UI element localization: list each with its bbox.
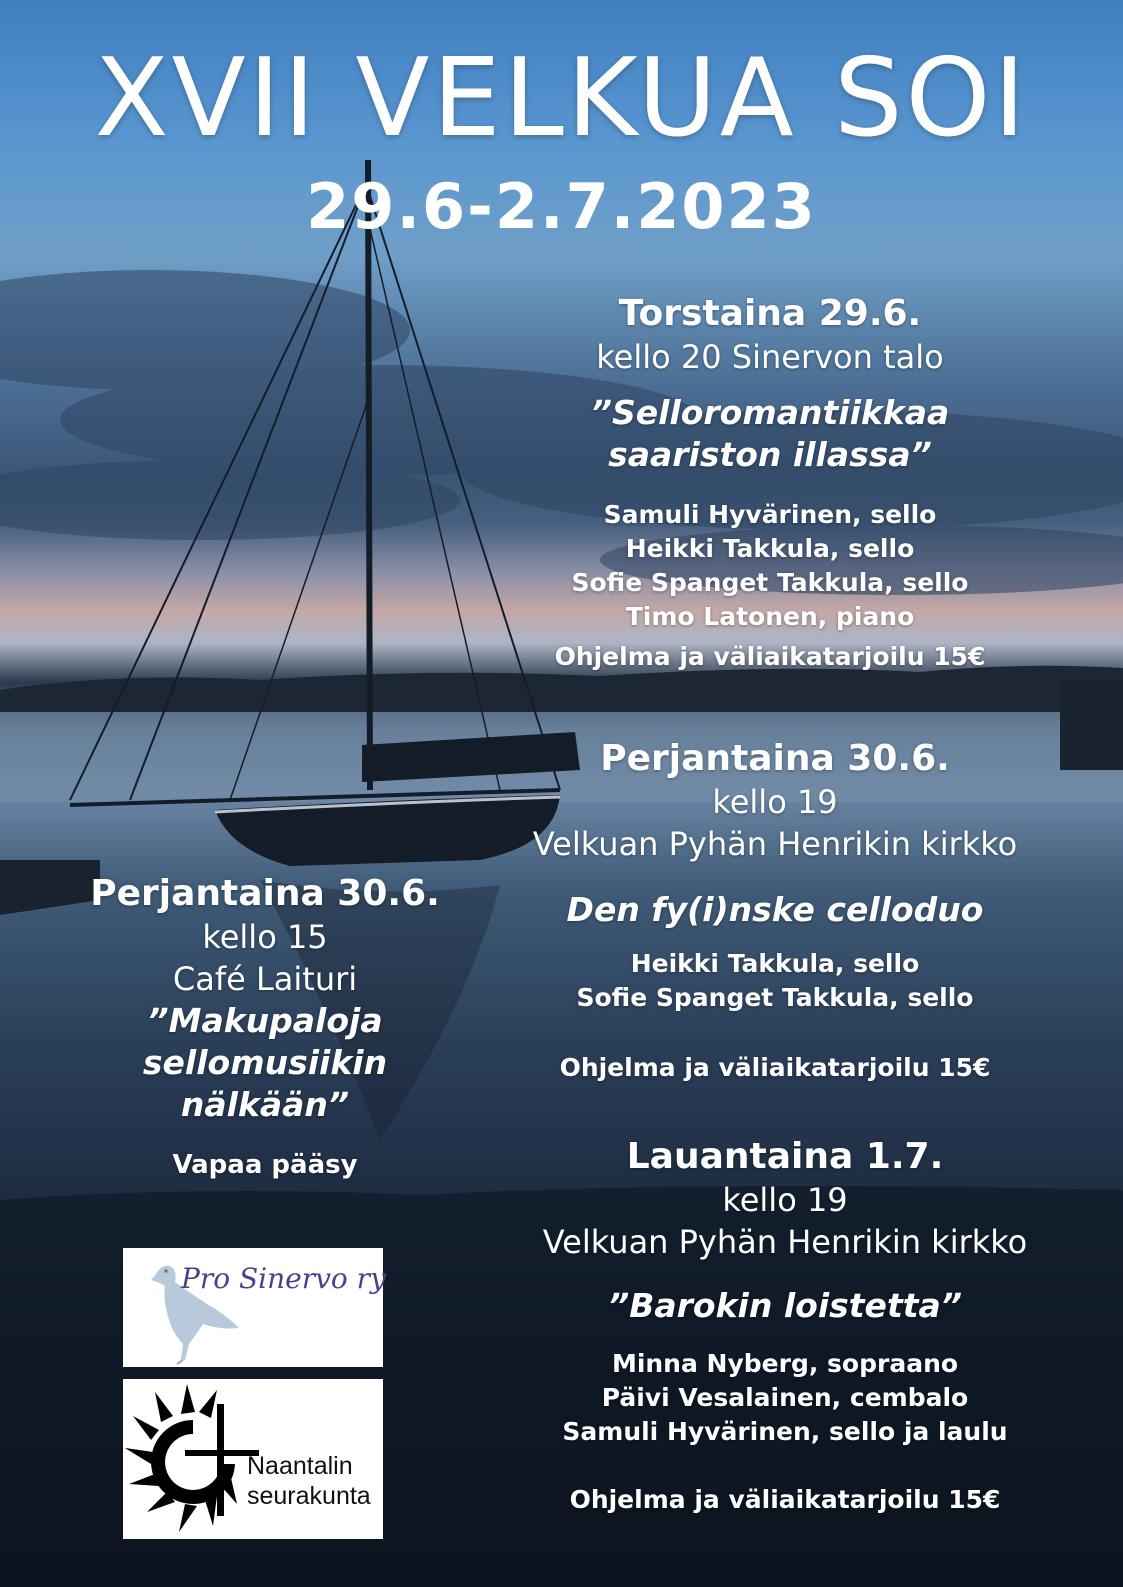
performer: Sofie Spanget Takkula, sello	[571, 568, 969, 597]
event-price: Ohjelma ja väliaikatarjoilu 15€	[559, 1053, 991, 1082]
event-day: Lauantaina 1.7.	[626, 1136, 944, 1177]
event-work-title: nälkään”	[180, 1085, 350, 1124]
performer: Samuli Hyvärinen, sello ja laulu	[562, 1417, 1008, 1446]
event-day: Perjantaina 30.6.	[90, 873, 440, 914]
performer: Heikki Takkula, sello	[630, 949, 920, 978]
parish-name-line2: seurakunta	[247, 1482, 371, 1510]
event-venue: Velkuan Pyhän Henrikin kirkko	[532, 825, 1018, 863]
event-day: Perjantaina 30.6.	[600, 738, 950, 779]
performer: Minna Nyberg, sopraano	[611, 1349, 959, 1378]
event-time-venue: kello 20 Sinervon talo	[596, 338, 944, 376]
performer: Timo Latonen, piano	[625, 602, 915, 631]
parish-name	[247, 1451, 371, 1511]
festival-dates: 29.6-2.7.2023	[306, 170, 817, 243]
event-price: Ohjelma ja väliaikatarjoilu 15€	[554, 642, 986, 671]
event-work-title: ”Barokin loistetta”	[607, 1286, 963, 1325]
naantalin-seurakunta-logo	[123, 1379, 383, 1539]
event-admission: Vapaa pääsy	[172, 1150, 358, 1180]
event-friday-cafe	[60, 872, 470, 1182]
event-time: kello 15	[202, 918, 328, 956]
pro-sinervo-logo	[123, 1248, 386, 1367]
performer: Päivi Vesalainen, cembalo	[601, 1383, 969, 1412]
event-work-title: Den fy(i)nske celloduo	[566, 890, 984, 929]
event-saturday	[500, 1135, 1070, 1517]
event-time: kello 19	[722, 1181, 848, 1219]
event-venue: Café Laituri	[172, 960, 358, 998]
performer: Samuli Hyvärinen, sello	[603, 500, 937, 529]
event-work-title: ”Makupaloja	[147, 1001, 383, 1040]
event-work-title: saariston illassa”	[608, 435, 932, 474]
parish-name-line1: Naantalin	[247, 1452, 353, 1480]
performer: Heikki Takkula, sello	[625, 534, 915, 563]
event-work-title: sellomusiikin	[142, 1043, 388, 1082]
event-thursday	[520, 292, 1020, 674]
event-work-title: ”Selloromantiikkaa	[590, 393, 950, 432]
performer: Sofie Spanget Takkula, sello	[576, 983, 974, 1012]
event-day: Torstaina 29.6.	[618, 293, 922, 334]
pro-sinervo-name: Pro Sinervo ry	[181, 1262, 386, 1295]
event-time: kello 19	[712, 783, 838, 821]
event-friday-evening	[500, 737, 1050, 1085]
festival-title: XVII VELKUA SOI	[94, 36, 1029, 161]
event-venue: Velkuan Pyhän Henrikin kirkko	[542, 1223, 1028, 1261]
sun-cross-icon	[125, 1384, 260, 1534]
event-price: Ohjelma ja väliaikatarjoilu 15€	[569, 1485, 1001, 1514]
boathouse	[1060, 680, 1123, 770]
